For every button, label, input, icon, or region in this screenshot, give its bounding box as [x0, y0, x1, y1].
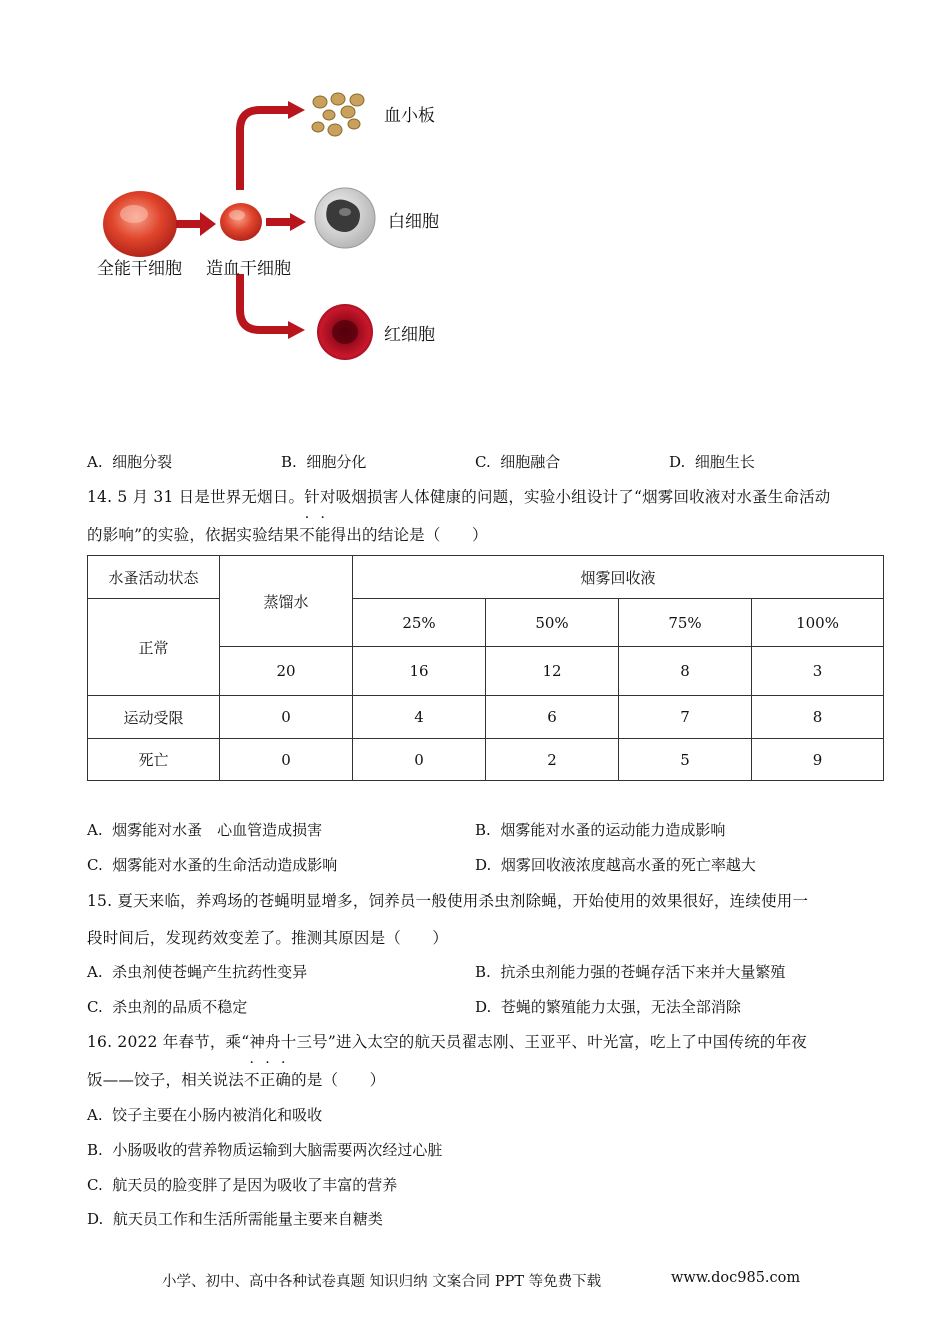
table-cell: 8: [752, 696, 884, 739]
footer-text: 小学、初中、高中各种试卷真题 知识归纳 文案合同 PPT 等免费下载: [162, 1274, 602, 1290]
q16-stem-line2: 饭——饺子，相关说法不正确的是（ ）: [87, 1068, 385, 1090]
emphasis-char: 不: [244, 1071, 260, 1089]
q15-option-d[interactable]: D. 苍蝇的繁殖能力太强，无法全部消除: [475, 998, 741, 1016]
table-cell: 0: [220, 696, 353, 739]
platelet-label: 血小板: [384, 106, 435, 126]
q14-option-c[interactable]: C. 烟雾能对水蚤的生命活动造成影响: [87, 856, 338, 874]
q13-option-b[interactable]: B. 细胞分化: [281, 453, 367, 471]
concentration-header: 75%: [619, 599, 752, 647]
table-cell: 5: [619, 739, 752, 781]
q14-option-b[interactable]: B. 烟雾能对水蚤的运动能力造成影响: [475, 821, 726, 839]
table-cell: 3: [752, 647, 884, 696]
q13-option-a[interactable]: A. 细胞分裂: [87, 453, 173, 471]
emphasis-char: 正: [259, 1071, 276, 1089]
arrow-right-icon: [288, 321, 305, 339]
table-cell: 0: [220, 739, 353, 781]
q15-option-b[interactable]: B. 抗杀虫剂能力强的苍蝇存活下来并大量繁殖: [475, 963, 786, 981]
table-cell: 7: [619, 696, 752, 739]
hematopoietic-stem-cell-label: 造血干细胞: [206, 259, 291, 279]
table-cell: 6: [486, 696, 619, 739]
q16-option-d[interactable]: D. 航天员工作和生活所需能量主要来自糖类: [87, 1210, 383, 1228]
table-cell: 0: [353, 739, 486, 781]
control-header: 蒸馏水: [220, 556, 353, 647]
table-cell: 4: [353, 696, 486, 739]
totipotent-stem-cell-icon: [103, 191, 177, 257]
hematopoietic-stem-cell-icon: [220, 203, 262, 241]
footer-link[interactable]: www.doc985.com: [671, 1270, 801, 1286]
table-cell: 8: [619, 647, 752, 696]
red-blood-cell-label: 红细胞: [384, 325, 435, 345]
q14-option-d[interactable]: D. 烟雾回收液浓度越高水蚤的死亡率越大: [475, 856, 756, 874]
table-row: [88, 739, 884, 781]
q14-stem-line1: 14. 5 月 31 日是世界无烟日。针对吸烟损害人体健康的问题，实验小组设计了“烟雾回收液对水蚤生命活动: [87, 488, 831, 506]
table-cell: 9: [752, 739, 884, 781]
experiment-table: [87, 555, 884, 781]
table-cell: 12: [486, 647, 619, 696]
concentration-header: 50%: [486, 599, 619, 647]
group-header: 烟雾回收液: [353, 556, 884, 599]
q13-option-c[interactable]: C. 细胞融合: [475, 453, 561, 471]
table-cell: 2: [486, 739, 619, 781]
q15-stem-line2: 段时间后，发现药效变差了。推测其原因是（ ）: [87, 929, 449, 947]
table-corner-header: 水蚤活动状态: [88, 556, 220, 599]
arrow-right-icon: [290, 213, 306, 231]
q14-stem-line2: 的影响”的实验，依据实验结果不能得出的结论是（ ）: [87, 523, 488, 545]
q16-option-b[interactable]: B. 小肠吸收的营养物质运输到大脑需要两次经过心脏: [87, 1141, 443, 1159]
platelet-icon: [312, 93, 364, 136]
row-label-restricted: 运动受限: [88, 696, 220, 739]
q13-option-d[interactable]: D. 细胞生长: [669, 453, 755, 471]
row-label-normal: 正常: [88, 599, 220, 696]
table-row: [88, 696, 884, 739]
white-blood-cell-icon: [315, 188, 375, 248]
arrow-right-icon: [176, 212, 216, 236]
q15-stem-line1: 15. 夏天来临，养鸡场的苍蝇明显增多，饲养员一般使用杀虫剂除蝇，开始使用的效果很好，连续使用一: [87, 892, 809, 910]
table-cell: 20: [220, 647, 353, 696]
emphasis-char: 确: [275, 1071, 292, 1089]
emphasis-char: 能: [314, 526, 331, 544]
white-blood-cell-label: 白细胞: [388, 212, 439, 232]
concentration-header: 25%: [353, 599, 486, 647]
table-cell: 16: [353, 647, 486, 696]
totipotent-stem-cell-label: 全能干细胞: [97, 259, 182, 279]
q14-option-a[interactable]: A. 烟雾能对水蚤 心血管造成损害: [87, 821, 323, 839]
concentration-header: 100%: [752, 599, 884, 647]
arrow-right-icon: [288, 101, 305, 119]
q16-stem-line1: 16. 2022 年春节，乘“神舟十三号”进入太空的航天员翟志刚、王亚平、叶光富，吃上了中国传统的年夜: [87, 1033, 808, 1051]
red-blood-cell-icon: [317, 304, 373, 360]
q16-option-c[interactable]: C. 航天员的脸变胖了是因为吸收了丰富的营养: [87, 1176, 398, 1194]
emphasis-char: 不: [299, 526, 315, 544]
q15-option-c[interactable]: C. 杀虫剂的品质不稳定: [87, 998, 248, 1016]
q15-option-a[interactable]: A. 杀虫剂使苍蝇产生抗药性变异: [87, 963, 308, 981]
q16-option-a[interactable]: A. 饺子主要在小肠内被消化和吸收: [87, 1106, 323, 1124]
row-label-death: 死亡: [88, 739, 220, 781]
